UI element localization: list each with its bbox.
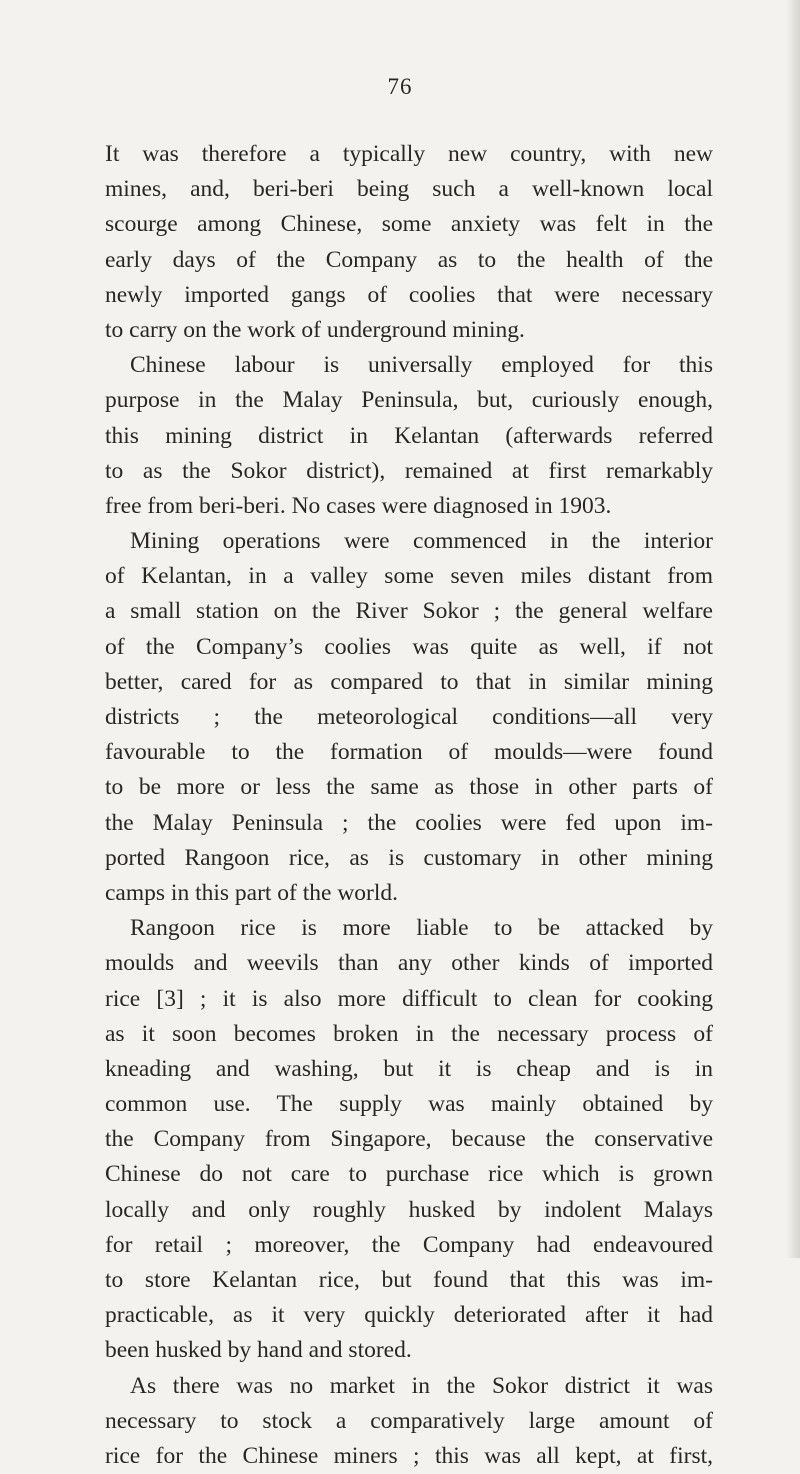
text-line: better, cared for as compared to that in similar mining <box>105 668 713 695</box>
page-edge-shadow <box>786 0 800 1258</box>
text-line: been husked by hand and stored. <box>105 1337 412 1364</box>
page-number: 76 <box>387 74 413 99</box>
text-line: free from beri-beri. No cases were diagnosed in 1903. <box>105 492 612 519</box>
text-line: this mining district in Kelantan (afterwards referred <box>105 422 713 449</box>
text-line: moulds and weevils than any other kinds of imported <box>105 950 713 977</box>
text-line: As there was no market in the Sokor district it was <box>130 1372 713 1399</box>
text-line: Mining operations were commenced in the interior <box>130 528 713 555</box>
text-line: favourable to the formation of moulds—were found <box>105 739 713 766</box>
text-line: common use. The supply was mainly obtained by <box>105 1091 713 1118</box>
text-line: Chinese labour is universally employed for this <box>130 352 713 379</box>
text-line: newly imported gangs of coolies that were necessary <box>105 281 713 308</box>
text-line: Chinese do not care to purchase rice which is grown <box>105 1161 713 1188</box>
paragraph-3 <box>105 524 713 911</box>
text-line: kneading and washing, but it is cheap and is in <box>105 1055 713 1082</box>
text-line: the Malay Peninsula ; the coolies were fed upon im- <box>105 809 713 836</box>
paragraph-1 <box>105 137 713 348</box>
paragraph-5 <box>105 1369 713 1474</box>
text-line: the Company from Singapore, because the conservative <box>105 1126 713 1153</box>
text-line: It was therefore a typically new country, with new <box>105 141 713 167</box>
text-line: mines, and, beri-beri being such a well-known local <box>105 176 713 203</box>
text-line: rice [3] ; it is also more difficult to clean for cooking <box>105 985 713 1012</box>
body-text <box>105 137 713 1474</box>
text-line: for retail ; moreover, the Company had endeavoured <box>105 1231 713 1258</box>
text-line: camps in this part of the world. <box>105 879 399 906</box>
text-line: as it soon becomes broken in the necessary process of <box>105 1020 713 1047</box>
text-line: rice for the Chinese miners ; this was all kept, at first, <box>105 1442 713 1469</box>
text-line: purpose in the Malay Peninsula, but, curiously enough, <box>105 387 713 414</box>
text-line: of the Company’s coolies was quite as well, if not <box>105 633 713 660</box>
text-line: practicable, as it very quickly deteriorated after it had <box>105 1302 713 1329</box>
text-line: scourge among Chinese, some anxiety was felt in the <box>105 211 713 238</box>
text-line: to store Kelantan rice, but found that this was im- <box>105 1267 713 1293</box>
text-line: ported Rangoon rice, as is customary in other mining <box>105 844 713 871</box>
paragraph-4 <box>105 911 713 1368</box>
text-line: Rangoon rice is more liable to be attacked by <box>130 915 713 942</box>
text-line: locally and only roughly husked by indolent Malays <box>105 1196 713 1223</box>
text-line: to as the Sokor district), remained at first remarkably <box>105 457 713 484</box>
text-line: to carry on the work of underground mining. <box>105 316 525 343</box>
text-line: of Kelantan, in a valley some seven miles distant from <box>105 563 713 590</box>
text-line: districts ; the meteorological conditions—all very <box>105 704 713 730</box>
paragraph-2 <box>105 348 713 524</box>
text-line: a small station on the River Sokor ; the general welfare <box>105 598 713 625</box>
text-line: to be more or less the same as those in other parts of <box>105 774 713 801</box>
text-line: early days of the Company as to the health of the <box>105 246 713 273</box>
text-line: necessary to stock a comparatively large amount of <box>105 1407 713 1434</box>
